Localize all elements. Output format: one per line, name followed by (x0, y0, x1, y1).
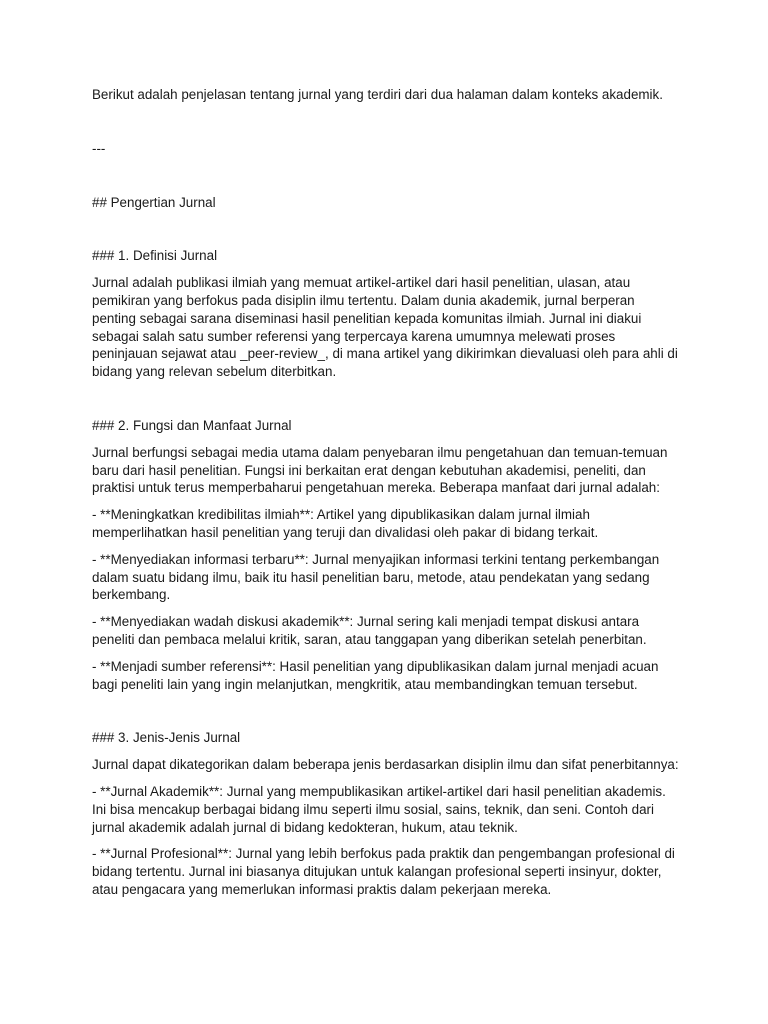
list-item: - **Menyediakan wadah diskusi akademik**: Jurnal sering kali menjadi tempat diskusi antara peneliti dan pembaca melalui kritik, saran, atau tanggapan yang diberikan setelah penerbitan. (92, 614, 647, 647)
section3-paragraph: Jurnal dapat dikategorikan dalam beberapa jenis berdasarkan disiplin ilmu dan sifat penerbitannya: (92, 757, 679, 773)
section1-heading: ### 1. Definisi Jurnal (92, 248, 218, 264)
list-item: - **Menyediakan informasi terbaru**: Jurnal menyajikan informasi terkini tentang perkembangan dalam suatu bidang ilmu, baik itu hasil penelitian baru, metode, atau pendekatan yang sedang berkembang. (92, 551, 660, 603)
list-item: - **Meningkatkan kredibilitas ilmiah**: Artikel yang dipublikasikan dalam jurnal ilmiah memperlihatkan hasil penelitian yang teruji dan divalidasi oleh pakar di bidang terkait. (92, 507, 599, 540)
document-page (92, 86, 682, 908)
section2-heading: ### 2. Fungsi dan Manfaat Jurnal (92, 417, 292, 433)
list-item: - **Jurnal Akademik**: Jurnal yang mempublikasikan artikel-artikel dari hasil penelitian akademis. Ini bisa mencakup berbagai bidang ilmu seperti ilmu sosial, sains, teknik, dan seni. Contoh dari jurnal akademik adalah jurnal di bidang kedokteran, hukum, atau teknik. (92, 783, 666, 835)
section2-paragraph: Jurnal berfungsi sebagai media utama dalam penyebaran ilmu pengetahuan dan temuan-temuan baru dari hasil penelitian. Fungsi ini berkaitan erat dengan kebutuhan akademisi, peneliti, dan praktisi untuk terus memperbaharui pengetahuan mereka. Beberapa manfaat dari jurnal adalah: (92, 444, 668, 496)
list-item: - **Menjadi sumber referensi**: Hasil penelitian yang dipublikasikan dalam jurnal menjadi acuan bagi peneliti lain yang ingin melanjutkan, mengkritik, atau membandingkan temuan tersebut. (92, 658, 659, 692)
intro-paragraph: Berikut adalah penjelasan tentang jurnal yang terdiri dari dua halaman dalam konteks akademik. (92, 87, 663, 102)
separator-line: --- (92, 140, 106, 156)
section3-heading: ### 3. Jenis-Jenis Jurnal (92, 730, 241, 746)
section1-paragraph: Jurnal adalah publikasi ilmiah yang memuat artikel-artikel dari hasil penelitian, ulasan, atau pemikiran yang berfokus pada disiplin ilmu tertentu. Dalam dunia akademik, jurnal berperan penting sebagai sarana diseminasi hasil penelitian kepada komunitas ilmiah. Jurnal ini diakui sebagai salah satu sumber referensi yang terpercaya karena umumnya melewati proses peninjauan sejawat atau _peer-review_, di mana artikel yang dikirimkan dievaluasi oleh para ahli di bidang yang relevan sebelum diterbitkan. (92, 275, 678, 380)
main-heading: ## Pengertian Jurnal (92, 194, 216, 210)
list-item: - **Jurnal Profesional**: Jurnal yang lebih berfokus pada praktik dan pengembangan profesional di bidang tertentu. Jurnal ini biasanya ditujukan untuk kalangan profesional seperti insinyur, dokter, atau pengacara yang memerlukan informasi praktis dalam pekerjaan mereka. (92, 846, 675, 897)
